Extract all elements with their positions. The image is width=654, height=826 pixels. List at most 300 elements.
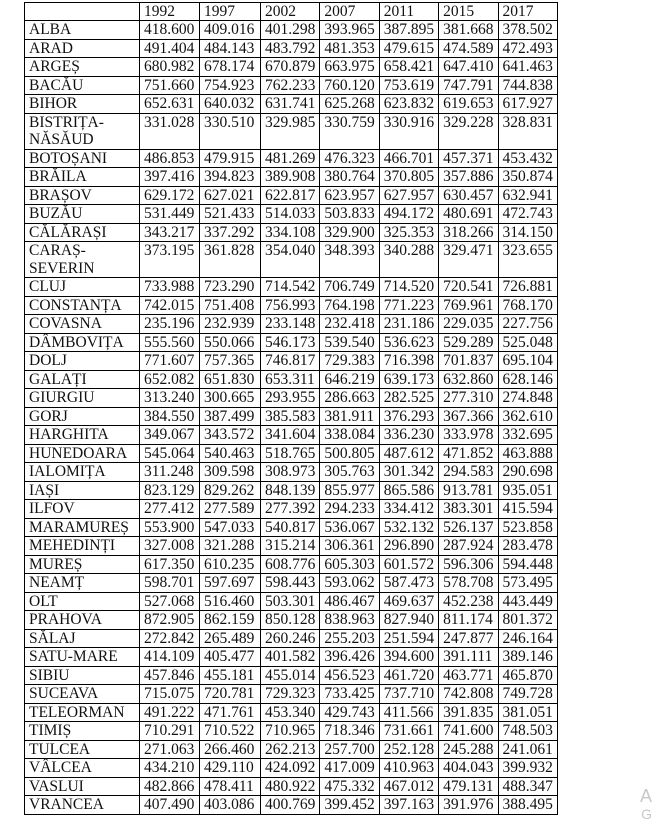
value-cell: 716.398 (379, 352, 438, 371)
value-cell: 241.061 (498, 740, 557, 759)
value-cell: 394.600 (379, 648, 438, 667)
table-row (25, 759, 558, 778)
value-cell: 617.350 (140, 555, 200, 574)
value-cell: 409.016 (200, 21, 261, 40)
value-cell: 407.490 (140, 796, 200, 815)
value-cell: 318.266 (439, 223, 498, 242)
value-cell: 286.663 (320, 389, 379, 408)
value-cell: 404.043 (439, 759, 498, 778)
watermark-text-line1: A (639, 786, 652, 806)
county-name-cell: OLT (25, 592, 140, 611)
table-row (25, 76, 558, 95)
value-cell: 343.572 (200, 426, 261, 445)
table-row (25, 186, 558, 205)
value-cell: 272.842 (140, 629, 200, 648)
value-cell: 330.916 (379, 113, 438, 149)
value-cell: 401.298 (261, 21, 320, 40)
table-row (25, 629, 558, 648)
table-row (25, 205, 558, 224)
value-cell: 680.982 (140, 58, 200, 77)
value-cell: 367.366 (439, 407, 498, 426)
value-cell: 457.846 (140, 666, 200, 685)
value-cell: 625.268 (320, 95, 379, 114)
value-cell: 632.860 (439, 370, 498, 389)
value-cell: 277.392 (261, 500, 320, 519)
county-name-cell: BIHOR (25, 95, 140, 114)
value-cell: 760.120 (320, 76, 379, 95)
county-name-cell: VRANCEA (25, 796, 140, 815)
value-cell: 751.660 (140, 76, 200, 95)
value-cell: 227.756 (498, 315, 557, 334)
value-cell: 380.764 (320, 168, 379, 187)
table-row (25, 95, 558, 114)
value-cell: 246.164 (498, 629, 557, 648)
value-cell: 503.301 (261, 592, 320, 611)
value-cell: 387.499 (200, 407, 261, 426)
value-cell: 391.976 (439, 796, 498, 815)
table-row (25, 149, 558, 168)
value-cell: 429.110 (200, 759, 261, 778)
table-row (25, 113, 558, 149)
table-row (25, 518, 558, 537)
county-name-cell: GALAȚI (25, 370, 140, 389)
value-cell: 695.104 (498, 352, 557, 371)
value-cell: 850.128 (261, 611, 320, 630)
value-cell: 483.792 (261, 39, 320, 58)
value-cell: 311.248 (140, 463, 200, 482)
county-name-cell: GIURGIU (25, 389, 140, 408)
value-cell: 723.290 (200, 278, 261, 297)
value-cell: 455.014 (261, 666, 320, 685)
value-cell: 771.223 (379, 296, 438, 315)
value-cell: 467.012 (379, 777, 438, 796)
value-cell: 472.493 (498, 39, 557, 58)
header-cell-1992: 1992 (140, 3, 200, 21)
value-cell: 651.830 (200, 370, 261, 389)
value-cell: 598.701 (140, 574, 200, 593)
value-cell: 741.600 (439, 722, 498, 741)
value-cell: 715.075 (140, 685, 200, 704)
value-cell: 381.668 (439, 21, 498, 40)
value-cell: 452.238 (439, 592, 498, 611)
value-cell: 457.371 (439, 149, 498, 168)
value-cell: 742.808 (439, 685, 498, 704)
value-cell: 329.471 (439, 242, 498, 278)
value-cell: 277.589 (200, 500, 261, 519)
value-cell: 294.583 (439, 463, 498, 482)
value-cell: 737.710 (379, 685, 438, 704)
value-cell: 596.306 (439, 555, 498, 574)
population-by-county-table (24, 2, 558, 815)
value-cell: 399.932 (498, 759, 557, 778)
table-row (25, 722, 558, 741)
value-cell: 336.230 (379, 426, 438, 445)
value-cell: 387.895 (379, 21, 438, 40)
value-cell: 233.148 (261, 315, 320, 334)
value-cell: 753.619 (379, 76, 438, 95)
table-row (25, 168, 558, 187)
value-cell: 389.908 (261, 168, 320, 187)
value-cell: 329.985 (261, 113, 320, 149)
header-cell-2011: 2011 (379, 3, 438, 21)
value-cell: 370.805 (379, 168, 438, 187)
value-cell: 710.522 (200, 722, 261, 741)
value-cell: 480.922 (261, 777, 320, 796)
value-cell: 277.310 (439, 389, 498, 408)
header-cell-2002: 2002 (261, 3, 320, 21)
value-cell: 623.957 (320, 186, 379, 205)
value-cell: 471.852 (439, 444, 498, 463)
value-cell: 527.068 (140, 592, 200, 611)
value-cell: 518.765 (261, 444, 320, 463)
value-cell: 751.408 (200, 296, 261, 315)
value-cell: 647.410 (439, 58, 498, 77)
value-cell: 323.655 (498, 242, 557, 278)
value-cell: 334.412 (379, 500, 438, 519)
value-cell: 418.600 (140, 21, 200, 40)
table-row (25, 426, 558, 445)
value-cell: 653.311 (261, 370, 320, 389)
value-cell: 529.289 (439, 333, 498, 352)
value-cell: 479.915 (200, 149, 261, 168)
value-cell: 479.131 (439, 777, 498, 796)
value-cell: 301.342 (379, 463, 438, 482)
value-cell: 394.823 (200, 168, 261, 187)
value-cell: 325.353 (379, 223, 438, 242)
county-name-cell: ALBA (25, 21, 140, 40)
county-name-cell: NEAMȚ (25, 574, 140, 593)
county-name-cell: HUNEDOARA (25, 444, 140, 463)
value-cell: 594.448 (498, 555, 557, 574)
value-cell: 391.835 (439, 703, 498, 722)
value-cell: 391.111 (439, 648, 498, 667)
table-row (25, 444, 558, 463)
value-cell: 373.195 (140, 242, 200, 278)
value-cell: 463.888 (498, 444, 557, 463)
table-row (25, 315, 558, 334)
value-cell: 480.691 (439, 205, 498, 224)
header-cell-2015: 2015 (439, 3, 498, 21)
value-cell: 748.503 (498, 722, 557, 741)
value-cell: 361.828 (200, 242, 261, 278)
value-cell: 746.817 (261, 352, 320, 371)
table-row (25, 777, 558, 796)
value-cell: 811.174 (439, 611, 498, 630)
value-cell: 749.728 (498, 685, 557, 704)
value-cell: 481.269 (261, 149, 320, 168)
value-cell: 935.051 (498, 481, 557, 500)
header-cell-2017: 2017 (498, 3, 557, 21)
value-cell: 417.009 (320, 759, 379, 778)
value-cell: 646.219 (320, 370, 379, 389)
value-cell: 701.837 (439, 352, 498, 371)
value-cell: 235.196 (140, 315, 200, 334)
value-cell: 652.082 (140, 370, 200, 389)
value-cell: 414.109 (140, 648, 200, 667)
value-cell: 383.301 (439, 500, 498, 519)
value-cell: 754.923 (200, 76, 261, 95)
county-name-cell: TIMIȘ (25, 722, 140, 741)
value-cell: 658.421 (379, 58, 438, 77)
value-cell: 472.743 (498, 205, 557, 224)
value-cell: 429.743 (320, 703, 379, 722)
value-cell: 525.048 (498, 333, 557, 352)
county-name-cell: IALOMIȚA (25, 463, 140, 482)
value-cell: 718.346 (320, 722, 379, 741)
table-row (25, 500, 558, 519)
value-cell: 742.015 (140, 296, 200, 315)
county-name-cell: MUREȘ (25, 555, 140, 574)
value-cell: 337.292 (200, 223, 261, 242)
value-cell: 274.848 (498, 389, 557, 408)
county-name-cell: CLUJ (25, 278, 140, 297)
value-cell: 598.443 (261, 574, 320, 593)
value-cell: 333.978 (439, 426, 498, 445)
value-cell: 555.560 (140, 333, 200, 352)
value-cell: 327.008 (140, 537, 200, 556)
table-row (25, 352, 558, 371)
value-cell: 294.233 (320, 500, 379, 519)
value-cell: 663.975 (320, 58, 379, 77)
value-cell: 314.150 (498, 223, 557, 242)
county-name-cell: CARAȘ-SEVERIN (25, 242, 140, 278)
value-cell: 710.965 (261, 722, 320, 741)
value-cell: 593.062 (320, 574, 379, 593)
value-cell: 503.833 (320, 205, 379, 224)
value-cell: 262.213 (261, 740, 320, 759)
county-name-cell: TULCEA (25, 740, 140, 759)
value-cell: 396.426 (320, 648, 379, 667)
county-name-cell: BRAȘOV (25, 186, 140, 205)
county-name-cell: COVASNA (25, 315, 140, 334)
value-cell: 424.092 (261, 759, 320, 778)
header-cell-2007: 2007 (320, 3, 379, 21)
table-row (25, 242, 558, 278)
table-row (25, 333, 558, 352)
value-cell: 641.463 (498, 58, 557, 77)
county-name-cell: BUZĂU (25, 205, 140, 224)
value-cell: 260.246 (261, 629, 320, 648)
value-cell: 469.637 (379, 592, 438, 611)
value-cell: 622.817 (261, 186, 320, 205)
value-cell: 257.700 (320, 740, 379, 759)
value-cell: 381.911 (320, 407, 379, 426)
value-cell: 329.900 (320, 223, 379, 242)
value-cell: 639.173 (379, 370, 438, 389)
value-cell: 865.586 (379, 481, 438, 500)
value-cell: 306.361 (320, 537, 379, 556)
value-cell: 523.858 (498, 518, 557, 537)
county-name-cell: HARGHITA (25, 426, 140, 445)
table-body (25, 3, 558, 815)
value-cell: 308.973 (261, 463, 320, 482)
value-cell: 400.769 (261, 796, 320, 815)
value-cell: 349.067 (140, 426, 200, 445)
table-row (25, 58, 558, 77)
table-row (25, 21, 558, 40)
table-row (25, 463, 558, 482)
value-cell: 293.955 (261, 389, 320, 408)
value-cell: 388.495 (498, 796, 557, 815)
table-row (25, 796, 558, 815)
value-cell: 290.698 (498, 463, 557, 482)
table-row (25, 278, 558, 297)
value-cell: 733.425 (320, 685, 379, 704)
county-name-cell: IAȘI (25, 481, 140, 500)
value-cell: 710.291 (140, 722, 200, 741)
county-name-cell: SUCEAVA (25, 685, 140, 704)
value-cell: 478.411 (200, 777, 261, 796)
value-cell: 627.021 (200, 186, 261, 205)
value-cell: 481.353 (320, 39, 379, 58)
value-cell: 764.198 (320, 296, 379, 315)
value-cell: 733.988 (140, 278, 200, 297)
value-cell: 381.051 (498, 703, 557, 722)
value-cell: 343.217 (140, 223, 200, 242)
value-cell: 546.173 (261, 333, 320, 352)
value-cell: 362.610 (498, 407, 557, 426)
value-cell: 720.541 (439, 278, 498, 297)
table-row (25, 389, 558, 408)
value-cell: 482.866 (140, 777, 200, 796)
value-cell: 341.604 (261, 426, 320, 445)
value-cell: 245.288 (439, 740, 498, 759)
county-name-cell: VÂLCEA (25, 759, 140, 778)
header-cell-1997: 1997 (200, 3, 261, 21)
value-cell: 271.063 (140, 740, 200, 759)
value-cell: 443.449 (498, 592, 557, 611)
value-cell: 266.460 (200, 740, 261, 759)
value-cell: 340.288 (379, 242, 438, 278)
value-cell: 287.924 (439, 537, 498, 556)
value-cell: 913.781 (439, 481, 498, 500)
value-cell: 587.473 (379, 574, 438, 593)
value-cell: 488.347 (498, 777, 557, 796)
value-cell: 617.927 (498, 95, 557, 114)
value-cell: 516.460 (200, 592, 261, 611)
table-row (25, 39, 558, 58)
value-cell: 547.033 (200, 518, 261, 537)
table-row (25, 296, 558, 315)
value-cell: 536.623 (379, 333, 438, 352)
value-cell: 410.963 (379, 759, 438, 778)
value-cell: 838.963 (320, 611, 379, 630)
value-cell: 623.832 (379, 95, 438, 114)
value-cell: 756.993 (261, 296, 320, 315)
value-cell: 744.838 (498, 76, 557, 95)
value-cell: 463.771 (439, 666, 498, 685)
value-cell: 471.761 (200, 703, 261, 722)
county-name-cell: SIBIU (25, 666, 140, 685)
county-name-cell: CĂLĂRAȘI (25, 223, 140, 242)
value-cell: 872.905 (140, 611, 200, 630)
value-cell: 255.203 (320, 629, 379, 648)
value-cell: 330.510 (200, 113, 261, 149)
table-row (25, 223, 558, 242)
value-cell: 484.143 (200, 39, 261, 58)
value-cell: 338.084 (320, 426, 379, 445)
value-cell: 729.383 (320, 352, 379, 371)
county-name-cell: VASLUI (25, 777, 140, 796)
value-cell: 521.433 (200, 205, 261, 224)
value-cell: 397.416 (140, 168, 200, 187)
value-cell: 632.941 (498, 186, 557, 205)
value-cell: 265.489 (200, 629, 261, 648)
value-cell: 714.542 (261, 278, 320, 297)
value-cell: 801.372 (498, 611, 557, 630)
value-cell: 455.181 (200, 666, 261, 685)
value-cell: 531.449 (140, 205, 200, 224)
table-row (25, 666, 558, 685)
value-cell: 389.146 (498, 648, 557, 667)
value-cell: 640.032 (200, 95, 261, 114)
value-cell: 415.594 (498, 500, 557, 519)
value-cell: 729.323 (261, 685, 320, 704)
table-row (25, 592, 558, 611)
value-cell: 385.583 (261, 407, 320, 426)
table-row (25, 611, 558, 630)
county-name-cell: PRAHOVA (25, 611, 140, 630)
value-cell: 453.432 (498, 149, 557, 168)
value-cell: 720.781 (200, 685, 261, 704)
value-cell: 465.870 (498, 666, 557, 685)
value-cell: 601.572 (379, 555, 438, 574)
value-cell: 309.598 (200, 463, 261, 482)
value-cell: 769.961 (439, 296, 498, 315)
value-cell: 487.612 (379, 444, 438, 463)
value-cell: 539.540 (320, 333, 379, 352)
value-cell: 526.137 (439, 518, 498, 537)
value-cell: 393.965 (320, 21, 379, 40)
value-cell: 494.172 (379, 205, 438, 224)
header-cell-empty (25, 3, 140, 21)
value-cell: 350.874 (498, 168, 557, 187)
value-cell: 305.763 (320, 463, 379, 482)
value-cell: 627.957 (379, 186, 438, 205)
value-cell: 605.303 (320, 555, 379, 574)
value-cell: 706.749 (320, 278, 379, 297)
value-cell: 829.262 (200, 481, 261, 500)
county-name-cell: MARAMUREȘ (25, 518, 140, 537)
value-cell: 231.186 (379, 315, 438, 334)
value-cell: 545.064 (140, 444, 200, 463)
value-cell: 378.502 (498, 21, 557, 40)
value-cell: 461.720 (379, 666, 438, 685)
value-cell: 321.288 (200, 537, 261, 556)
value-cell: 403.086 (200, 796, 261, 815)
value-cell: 670.879 (261, 58, 320, 77)
value-cell: 827.940 (379, 611, 438, 630)
county-name-cell: DOLJ (25, 352, 140, 371)
value-cell: 608.776 (261, 555, 320, 574)
value-cell: 532.132 (379, 518, 438, 537)
value-cell: 768.170 (498, 296, 557, 315)
value-cell: 514.033 (261, 205, 320, 224)
value-cell: 357.886 (439, 168, 498, 187)
value-cell: 283.478 (498, 537, 557, 556)
county-name-cell: SĂLAJ (25, 629, 140, 648)
value-cell: 232.418 (320, 315, 379, 334)
table-row (25, 574, 558, 593)
table-row (25, 537, 558, 556)
county-name-cell: BOTOȘANI (25, 149, 140, 168)
county-name-cell: GORJ (25, 407, 140, 426)
value-cell: 628.146 (498, 370, 557, 389)
value-cell: 491.404 (140, 39, 200, 58)
value-cell: 296.890 (379, 537, 438, 556)
value-cell: 862.159 (200, 611, 261, 630)
county-name-cell: DÂMBOVIȚA (25, 333, 140, 352)
